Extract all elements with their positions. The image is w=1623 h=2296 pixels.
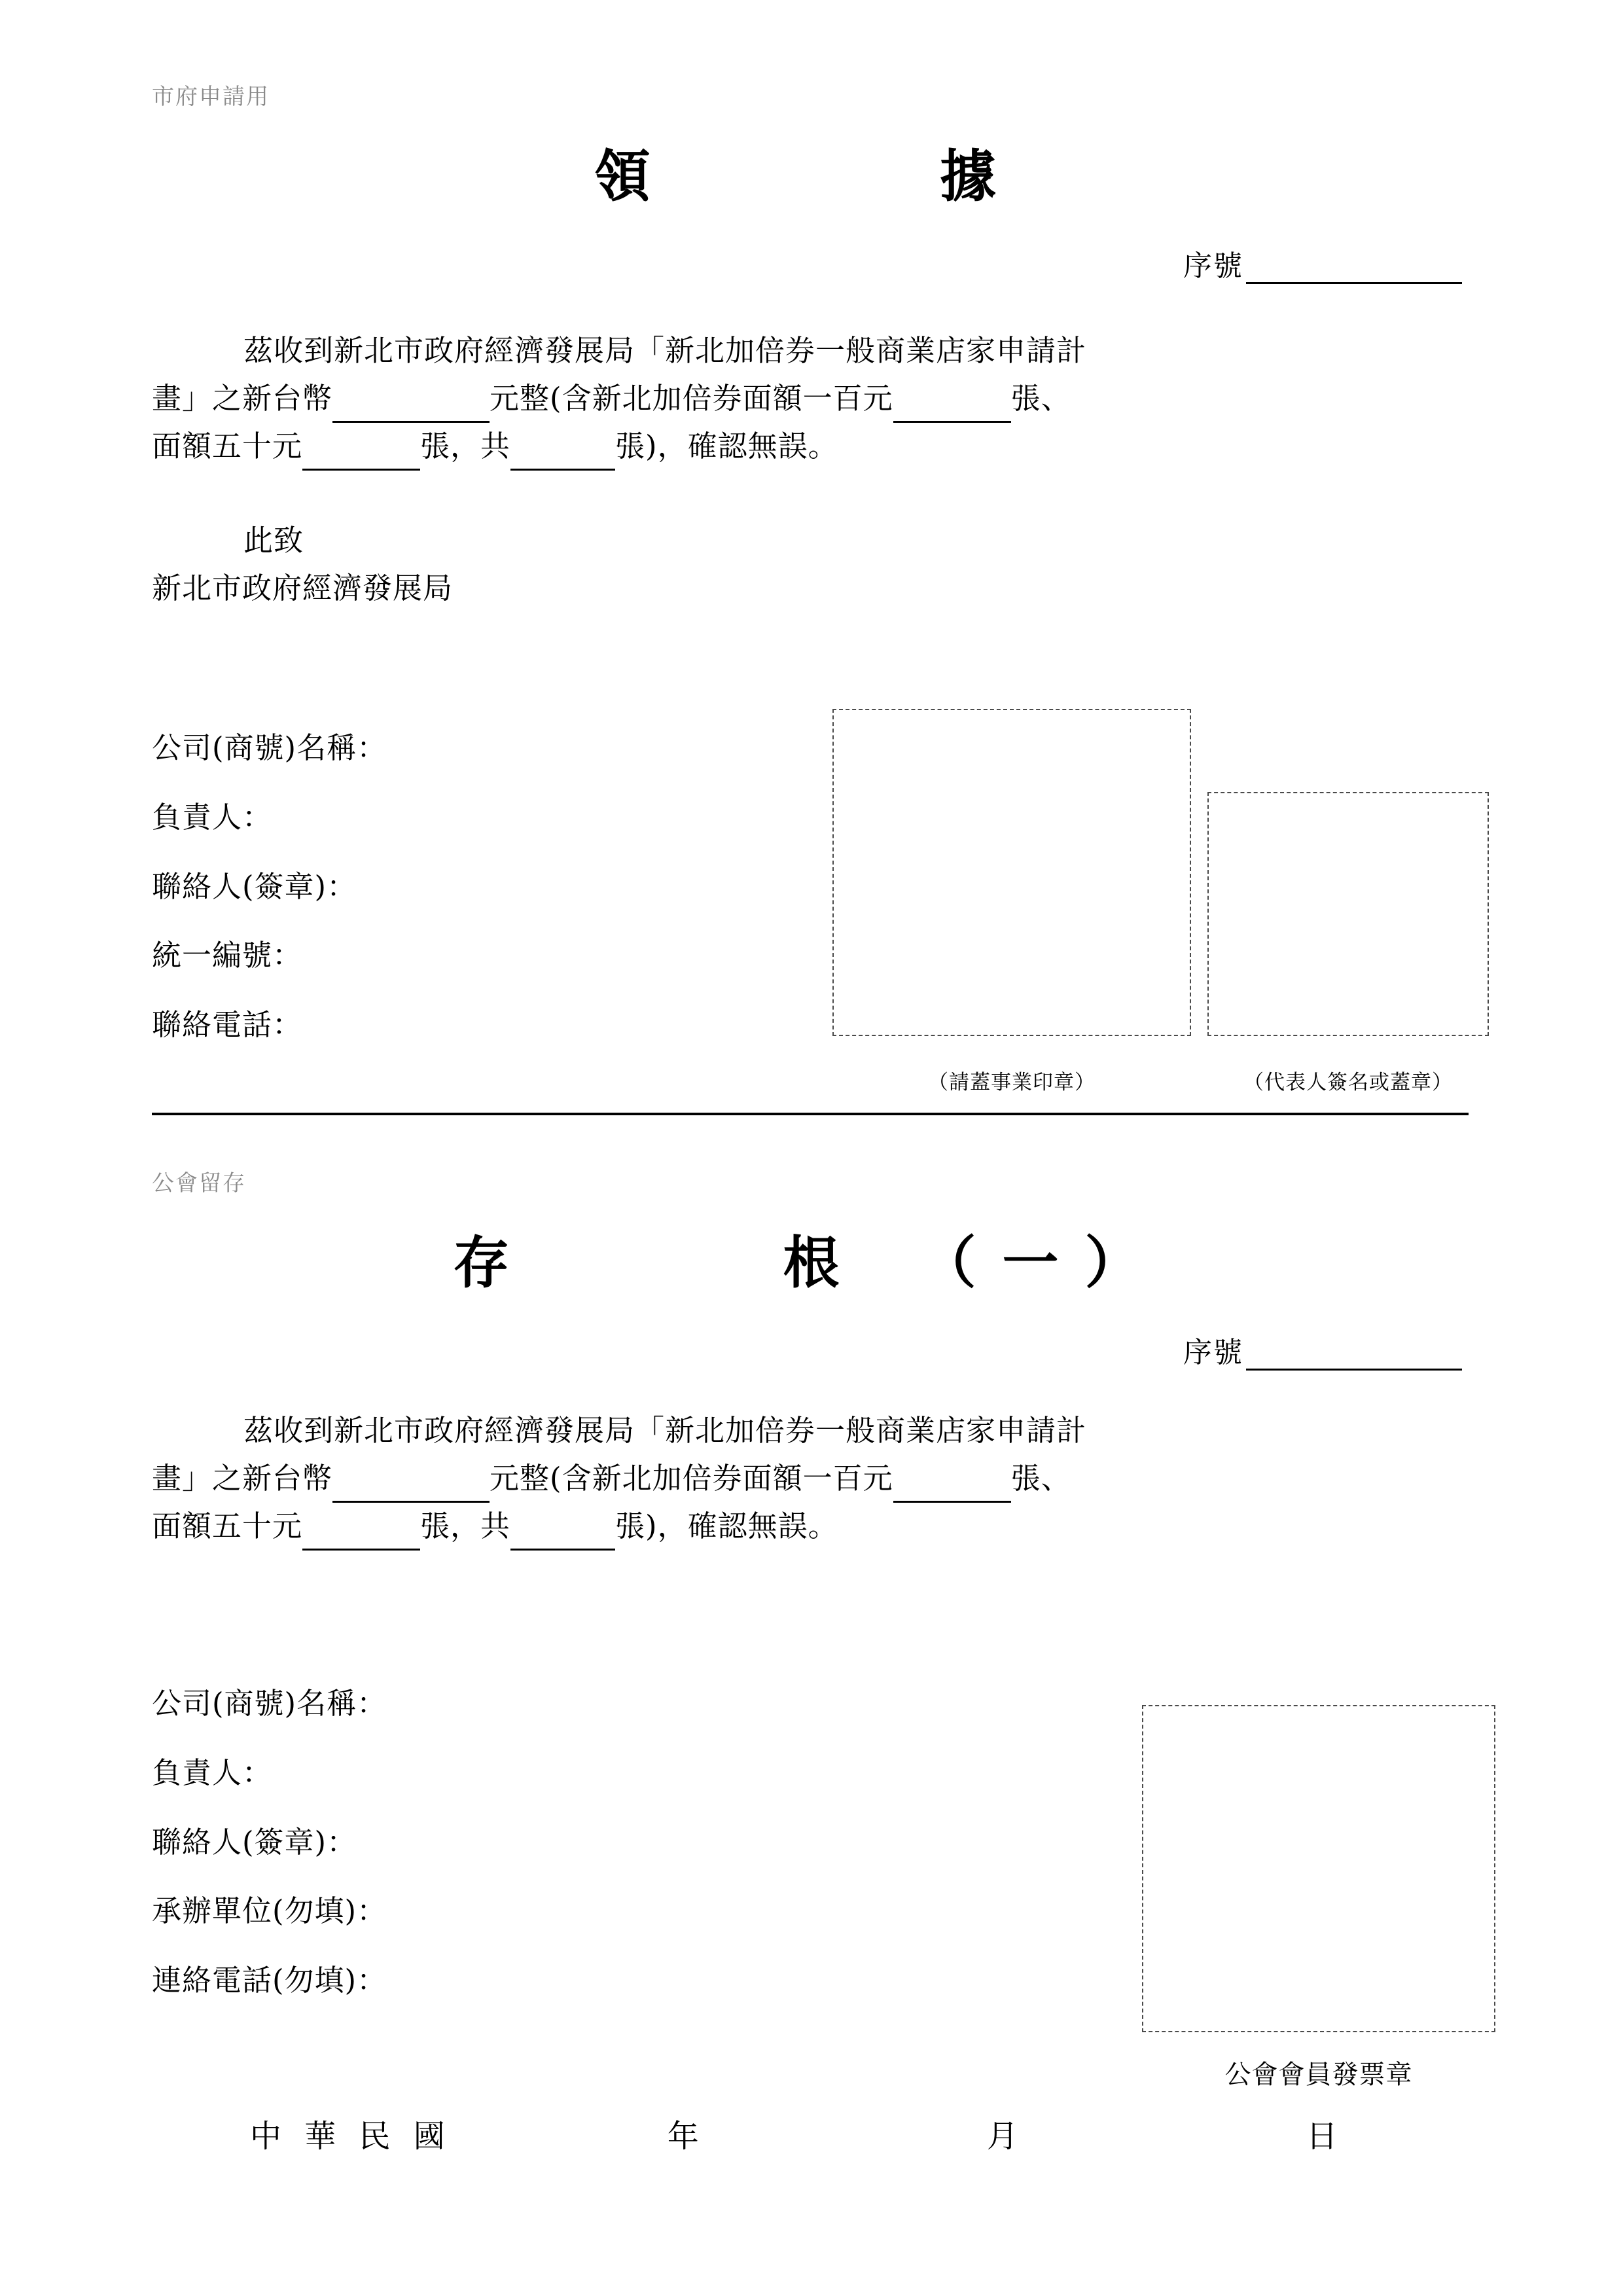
section2-count-total-blank[interactable] [510,1524,615,1551]
section-receipt [0,0,1623,1132]
section2-para-line1: 茲收到新北市政府經濟發展局「新北加倍券一般商業店家申請計 [243,1413,1087,1448]
section1-field-owner: 負責人： [152,799,273,834]
date-day-blank[interactable] [1025,2111,1306,2156]
section1-person-stamp-box[interactable] [1207,792,1489,1036]
section1-count-50-blank[interactable] [302,444,420,471]
date-month-label: 月 [986,2118,1025,2155]
section2-date-row [152,2111,1469,2156]
section1-para-line3b: 張，共 [420,428,511,463]
section1-para-line3a: 面額五十元 [152,428,303,463]
section1-count-total-blank[interactable] [510,444,615,471]
section2-field-owner: 負責人： [152,1755,273,1790]
section1-field-phone: 聯絡電話： [152,1007,303,1042]
section1-count-100-blank[interactable] [893,396,1011,423]
date-year-label: 年 [667,2118,705,2155]
section2-amount-blank[interactable] [332,1476,490,1503]
date-month-blank[interactable] [705,2111,987,2156]
section1-title: 領 據 [594,143,1026,209]
section2-field-handling-unit: 承辦單位(勿填)： [152,1893,387,1929]
section2-para-line2a: 畫」之新台幣 [152,1460,333,1496]
section1-para-line2b: 元整(含新北加倍券面額一百元 [490,380,893,416]
section2-para-line3b: 張，共 [420,1508,511,1543]
section2-field-phone: 連絡電話(勿填)： [152,1963,387,1998]
section2-field-company: 公司(商號)名稱： [152,1686,387,1721]
section1-serial-blank[interactable] [1246,256,1462,284]
section1-closing-1: 此致 [243,523,304,558]
section1-person-stamp-caption: （代表人簽名或蓋章） [1243,1071,1453,1094]
section2-serial-blank[interactable] [1246,1342,1462,1371]
section1-serial-label: 序號 [1183,249,1243,283]
section1-serial-row [152,242,1469,284]
section1-field-company: 公司(商號)名稱： [152,730,387,765]
section1-para-line2c: 張、 [1010,380,1071,416]
section2-para-line2b: 元整(含新北加倍券面額一百元 [490,1460,893,1496]
section2-para-line3c: 張)，確認無誤。 [615,1508,838,1543]
section2-count-50-blank[interactable] [302,1524,420,1551]
section2-corner-note: 公會留存 [152,1170,246,1196]
section1-closing-2: 新北市政府經濟發展局 [152,570,454,605]
section2-count-100-blank[interactable] [893,1476,1011,1503]
section-divider [152,1113,1469,1115]
section2-para-line2c: 張、 [1010,1460,1071,1496]
section1-amount-blank[interactable] [332,396,490,423]
section1-corner-note: 市府申請用 [152,84,270,110]
section2-paragraph [152,1407,1469,1551]
section1-field-contact: 聯絡人(簽章)： [152,869,357,904]
section1-closing [152,517,1469,613]
section2-title: 存 根 （一） [453,1230,1168,1296]
section1-para-line1: 茲收到新北市政府經濟發展局「新北加倍券一般商業店家申請計 [243,333,1087,368]
date-day-label: 日 [1306,2118,1344,2155]
section1-para-line3c: 張)，確認無誤。 [615,428,838,463]
section2-serial-label: 序號 [1183,1336,1243,1369]
date-year-blank[interactable] [452,2111,668,2156]
section1-company-stamp-caption: （請蓋事業印章） [928,1071,1096,1094]
section2-para-line3a: 面額五十元 [152,1508,303,1543]
section2-serial-row [152,1329,1469,1371]
date-prefix: 中 華 民 國 [250,2118,452,2155]
section2-field-contact: 聯絡人(簽章)： [152,1824,357,1859]
section-stub-one [0,1152,1623,2296]
section2-association-stamp-caption: 公會會員發票章 [1224,2060,1413,2090]
section1-para-line2a: 畫」之新台幣 [152,380,333,416]
section2-association-stamp-box[interactable] [1142,1705,1495,2032]
section1-field-taxid: 統一編號： [152,938,303,973]
section1-paragraph [152,327,1469,471]
section1-company-stamp-box[interactable] [832,709,1191,1036]
